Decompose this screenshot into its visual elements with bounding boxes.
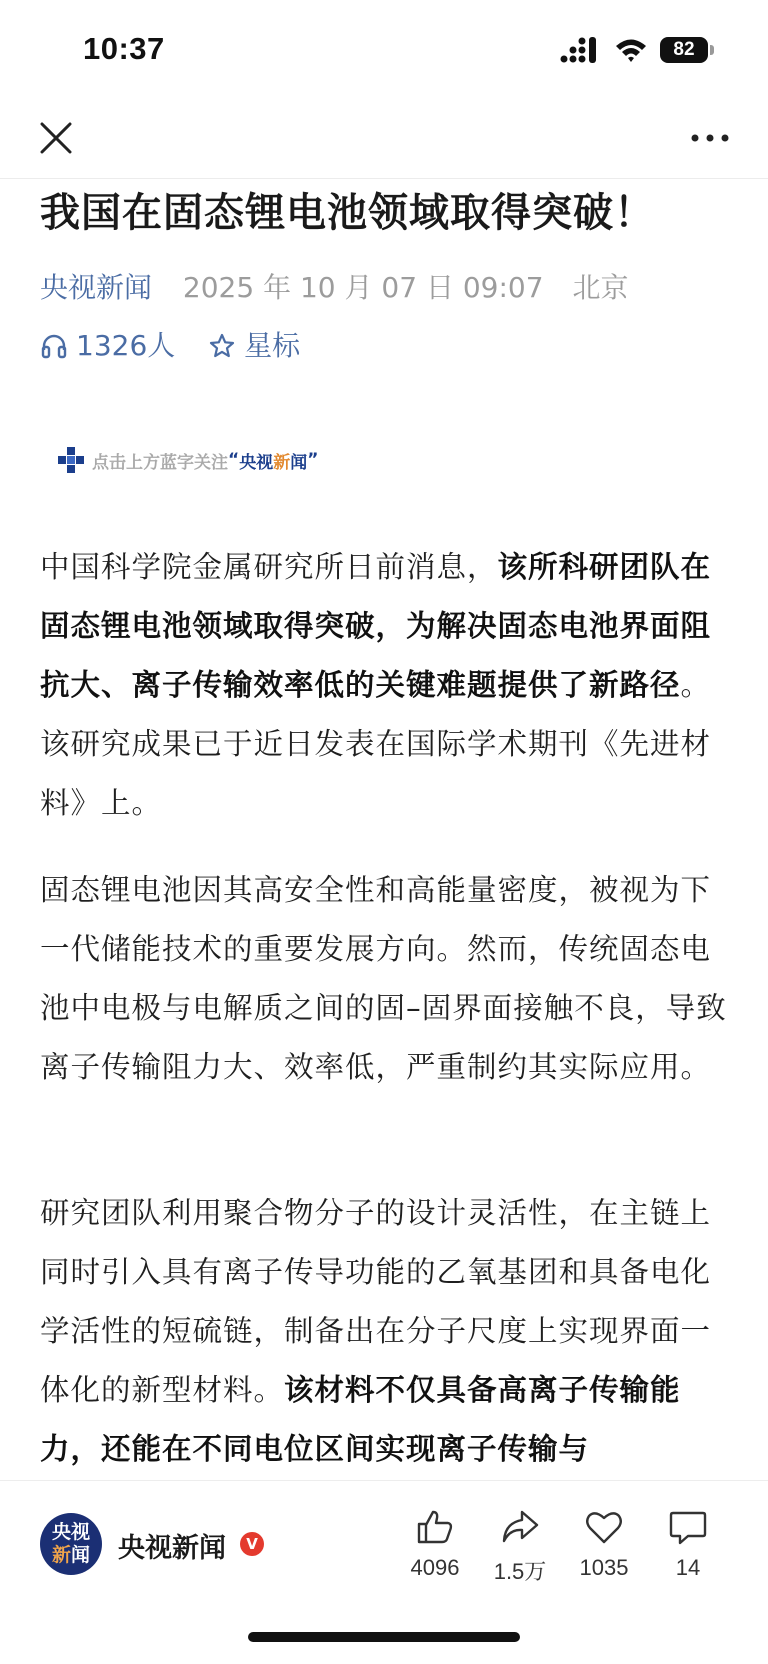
article-title: 我国在固态锂电池领域取得突破！ bbox=[40, 190, 655, 236]
listen-button[interactable] bbox=[40, 326, 175, 366]
paragraph-2: 固态锂电池因其高安全性和高能量密度，被视为下一代储能技术的重要发展方向。然而，传统固态电池中电极与电解质之间的固–固界面接触不良，导致离子传输阻力大、效率低，严重制约其实际应用。 bbox=[40, 873, 727, 1084]
article-scroll-area[interactable] bbox=[0, 178, 768, 1480]
battery-cap bbox=[710, 45, 714, 55]
follow-open-quote: “ bbox=[228, 450, 240, 470]
home-indicator[interactable] bbox=[248, 1632, 520, 1642]
share-icon bbox=[500, 1507, 540, 1547]
star-icon bbox=[208, 332, 236, 360]
avatar-char-wen: 闻 bbox=[71, 1544, 91, 1566]
heart-icon bbox=[584, 1507, 624, 1547]
source-link[interactable]: 央视新闻 bbox=[40, 271, 153, 304]
star-label: 星标 bbox=[244, 329, 301, 362]
follow-logo-icon bbox=[58, 447, 84, 473]
avatar-line-2 bbox=[40, 1544, 102, 1567]
account-avatar[interactable] bbox=[40, 1513, 102, 1575]
follow-brand-a: 央视 bbox=[239, 452, 274, 473]
battery-indicator bbox=[660, 37, 716, 65]
star-button[interactable] bbox=[208, 326, 300, 366]
more-icon[interactable] bbox=[688, 118, 732, 158]
paragraph-1 bbox=[40, 538, 730, 833]
comment-button[interactable] bbox=[648, 1507, 728, 1581]
paragraph-1-lead: 中国科学院金属研究所日前消息， bbox=[40, 550, 498, 584]
verified-badge: V bbox=[240, 1532, 264, 1556]
nav-bar bbox=[0, 100, 768, 179]
follow-brand-b: 新 bbox=[273, 452, 291, 473]
avatar-line-1: 央视 bbox=[51, 1521, 90, 1543]
comment-icon bbox=[668, 1507, 708, 1547]
share-button[interactable] bbox=[480, 1507, 560, 1586]
favorite-button[interactable] bbox=[564, 1507, 644, 1581]
listener-count: 1326人 bbox=[76, 329, 176, 362]
follow-brand-c: 闻 bbox=[290, 452, 308, 473]
wifi-icon bbox=[614, 35, 648, 65]
status-time: 10:37 bbox=[83, 31, 165, 66]
paragraph-1-tail: 。该研究成果已于近日发表在国际学术期刊《先进材料》上。 bbox=[40, 668, 712, 820]
follow-banner[interactable] bbox=[58, 445, 318, 475]
article-meta bbox=[40, 268, 628, 308]
paragraph-3 bbox=[40, 1184, 730, 1479]
avatar-char-xin: 新 bbox=[51, 1544, 71, 1566]
share-count: 1.5万 bbox=[493, 1559, 547, 1584]
like-count: 4096 bbox=[410, 1555, 460, 1580]
status-bar bbox=[0, 0, 768, 100]
like-button[interactable] bbox=[395, 1507, 475, 1581]
article-actions-row bbox=[40, 326, 300, 366]
cellular-signal-icon bbox=[560, 36, 600, 64]
follow-close-quote: ” bbox=[307, 450, 319, 470]
thumbs-up-icon bbox=[415, 1507, 455, 1547]
headphones-icon bbox=[40, 332, 68, 360]
paragraph-3-bold: 该材料不仅具备高离子传输能力，还能在不同电位区间实现离子传输与 bbox=[40, 1373, 681, 1466]
account-name[interactable]: 央视新闻 bbox=[118, 1533, 226, 1564]
publish-date: 2025 年 10 月 07 日 09:07 bbox=[182, 271, 544, 304]
close-icon[interactable] bbox=[36, 118, 76, 158]
battery-level: 82 bbox=[660, 37, 708, 63]
comment-count: 14 bbox=[675, 1555, 701, 1580]
follow-hint: 点击上方蓝字关注 bbox=[92, 452, 228, 473]
paragraph-3-lead: 研究团队利用聚合物分子的设计灵活性，在主链上同时引入具有离子传导功能的乙氧基团和具备电化学活性的短硫链，制备出在分子尺度上实现界面一体化的新型材料。 bbox=[40, 1196, 712, 1407]
publish-location: 北京 bbox=[572, 271, 629, 304]
paragraph-1-bold: 该所科研团队在固态锂电池领域取得突破，为解决固态电池界面阻抗大、离子传输效率低的关键难题提供了新路径 bbox=[40, 550, 712, 702]
favorite-count: 1035 bbox=[579, 1555, 629, 1580]
